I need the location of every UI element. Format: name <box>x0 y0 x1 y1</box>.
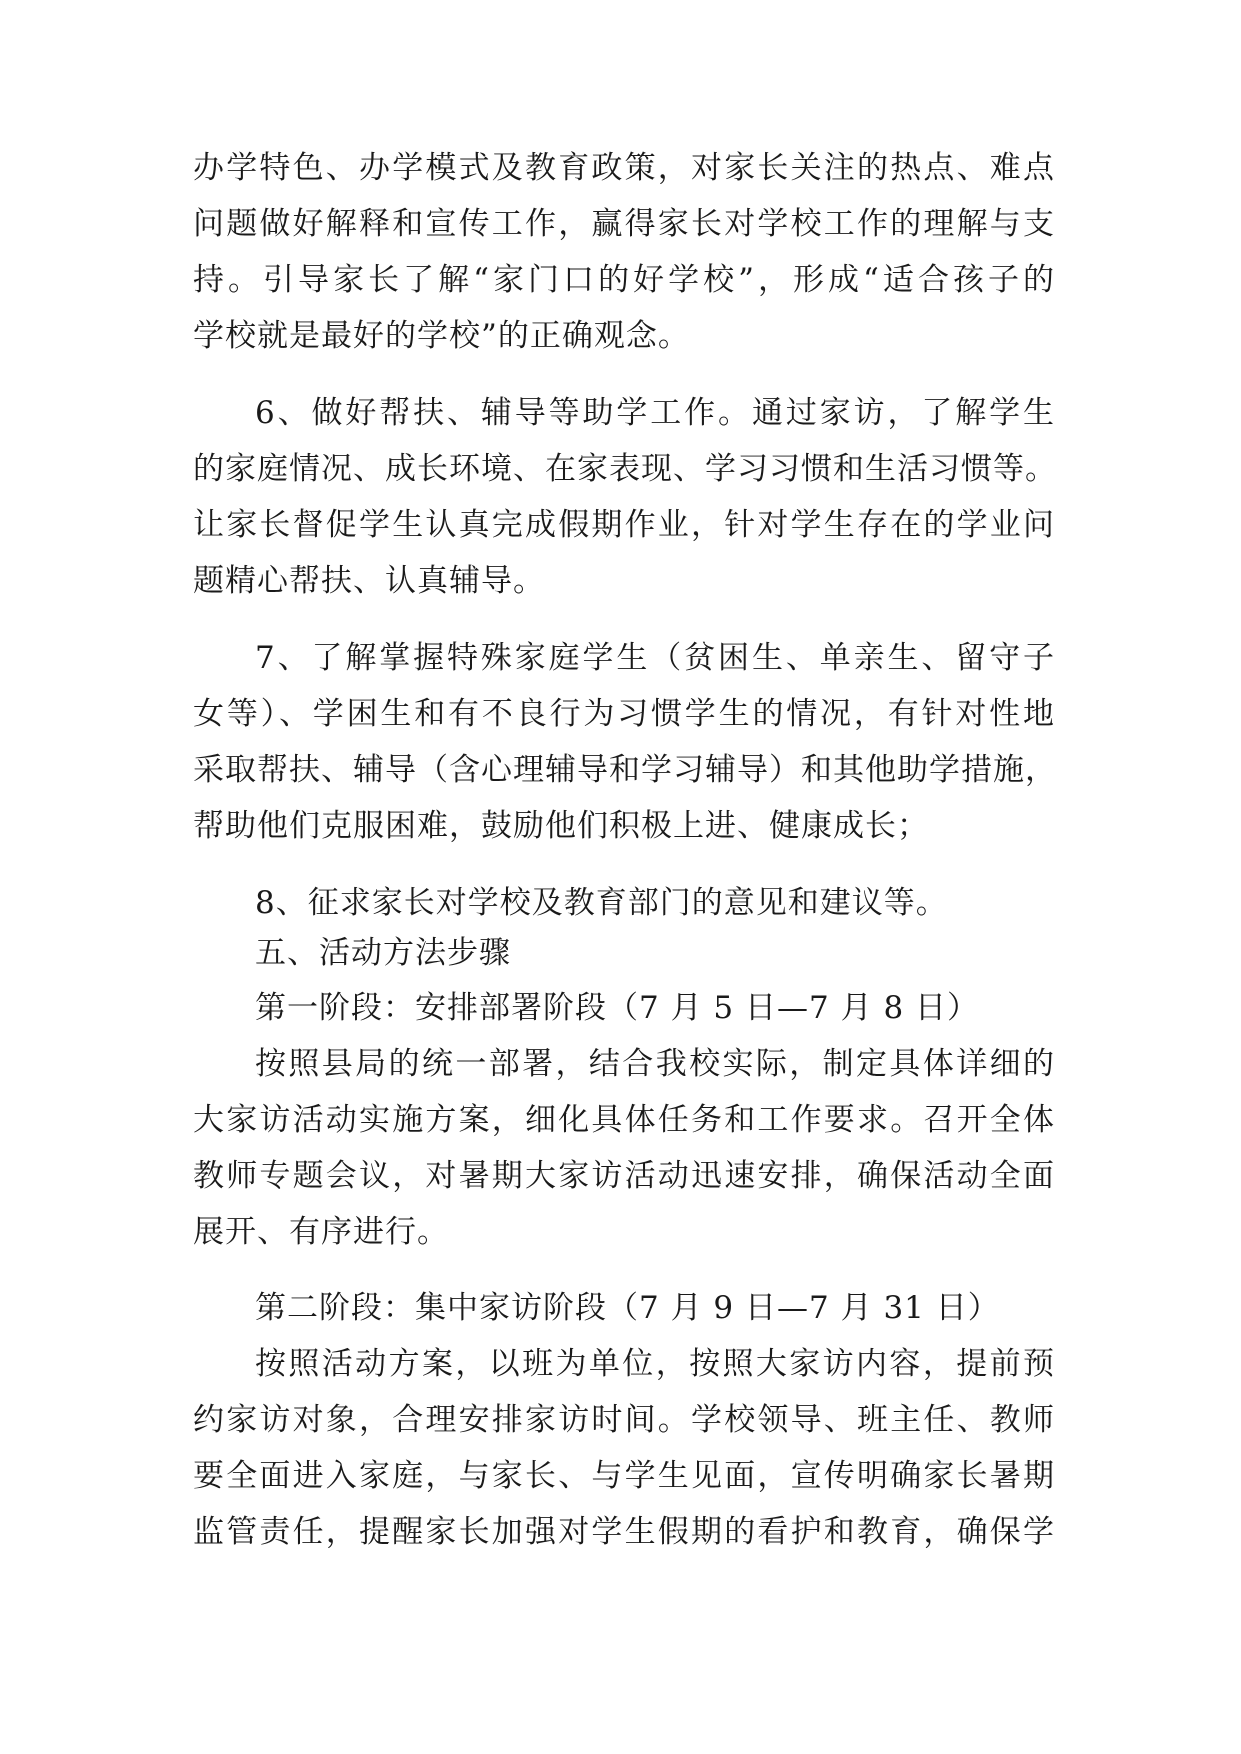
text-line: 8、征求家长对学校及教育部门的意见和建议等。 <box>255 885 948 921</box>
text-line: 问题做好解释和宣传工作，赢得家长对学校工作的理解与支 <box>193 206 1055 242</box>
text-line: 帮助他们克服困难，鼓励他们积极上进、健康成长； <box>193 808 929 844</box>
stage-heading: 第一阶段：安排部署阶段（7 月 5 日—7 月 8 日） <box>255 990 980 1026</box>
text-line: 监管责任，提醒家长加强对学生假期的看护和教育，确保学 <box>193 1514 1055 1550</box>
text-line: 按照活动方案，以班为单位，按照大家访内容，提前预 <box>255 1346 1055 1382</box>
text-line: 题精心帮扶、认真辅导。 <box>193 563 545 599</box>
text-line: 持。引导家长了解“家门口的好学校”，形成“适合孩子的 <box>193 262 1055 298</box>
text-line: 7、了解掌握特殊家庭学生（贫困生、单亲生、留守子 <box>255 640 1055 676</box>
text-line: 要全面进入家庭，与家长、与学生见面，宣传明确家长暑期 <box>193 1458 1055 1494</box>
text-line: 学校就是最好的学校”的正确观念。 <box>193 318 690 354</box>
text-line: 让家长督促学生认真完成假期作业，针对学生存在的学业问 <box>193 507 1055 543</box>
section-heading: 五、活动方法步骤 <box>255 935 511 971</box>
text-line: 展开、有序进行。 <box>193 1214 449 1250</box>
stage-heading: 第二阶段：集中家访阶段（7 月 9 日—7 月 31 日） <box>255 1290 1000 1326</box>
text-line: 的家庭情况、成长环境、在家表现、学习习惯和生活习惯等。 <box>193 451 1057 487</box>
text-line: 约家访对象，合理安排家访时间。学校领导、班主任、教师 <box>193 1402 1055 1438</box>
text-line: 按照县局的统一部署，结合我校实际，制定具体详细的 <box>255 1046 1055 1082</box>
text-line: 大家访活动实施方案，细化具体任务和工作要求。召开全体 <box>193 1102 1055 1138</box>
text-line: 采取帮扶、辅导（含心理辅导和学习辅导）和其他助学措施， <box>193 752 1057 788</box>
text-line: 女等）、学困生和有不良行为习惯学生的情况，有针对性地 <box>193 696 1055 732</box>
text-line: 办学特色、办学模式及教育政策，对家长关注的热点、难点 <box>193 150 1055 186</box>
text-line: 6、做好帮扶、辅导等助学工作。通过家访，了解学生 <box>255 395 1055 431</box>
text-line: 教师专题会议，对暑期大家访活动迅速安排，确保活动全面 <box>193 1158 1055 1194</box>
